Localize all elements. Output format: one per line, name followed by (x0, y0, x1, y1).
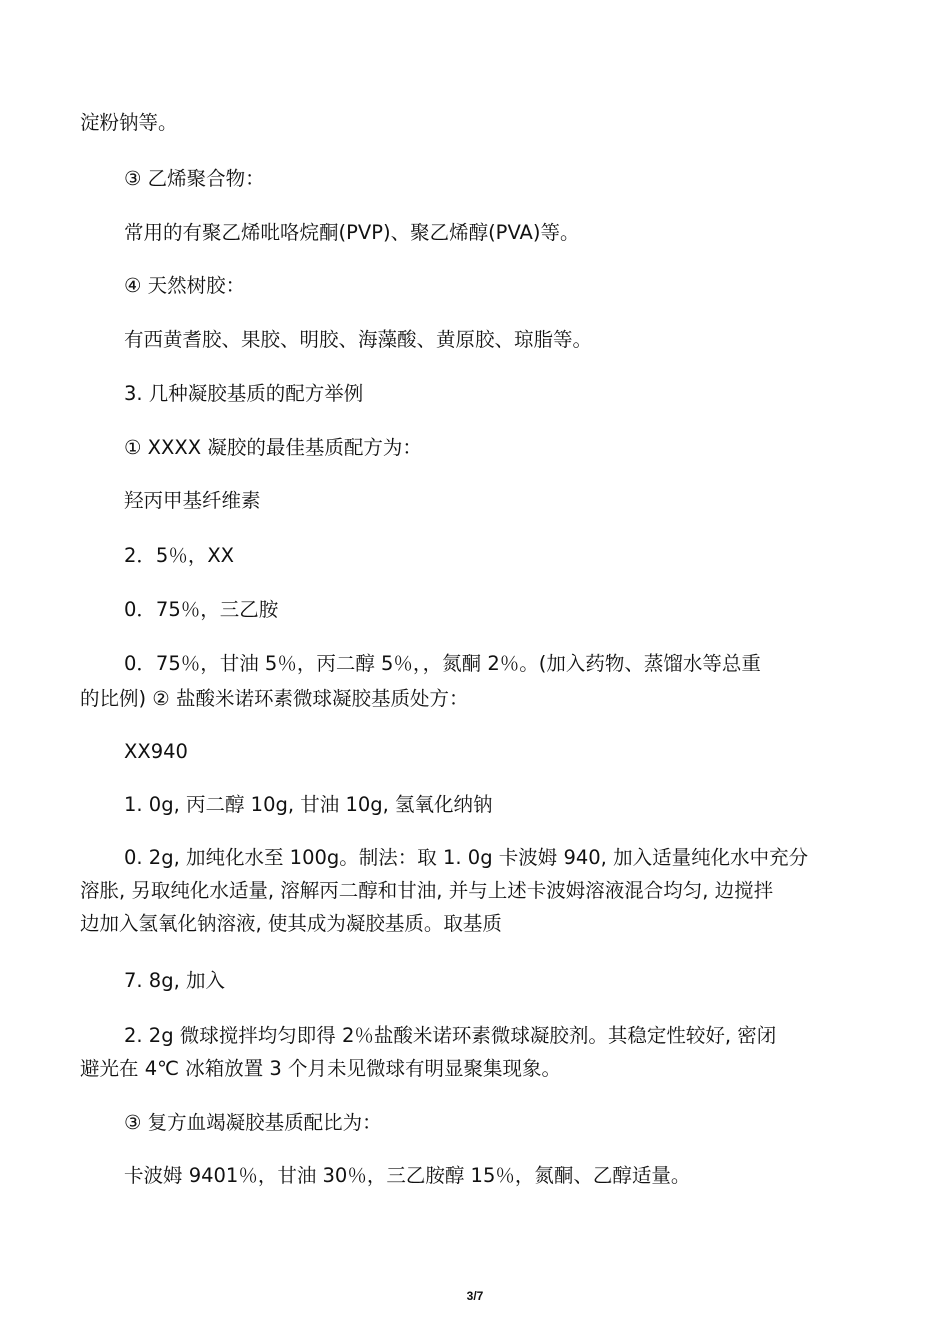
text-line: 的比例) ② 盐酸米诺环素微球凝胶基质处方： (80, 687, 469, 710)
text-line: 避光在 4℃ 冰箱放置 3 个月未见微球有明显聚集现象。 (80, 1057, 562, 1080)
text-line: XX940 (124, 740, 188, 763)
text-line: ④ 天然树胶： (124, 274, 246, 297)
text-line: 0．75％，三乙胺 (124, 598, 279, 621)
text-line: 羟丙甲基纤维素 (124, 489, 261, 512)
text-line: 7. 8g, 加入 (124, 969, 225, 992)
text-line: 淀粉钠等。 (80, 111, 178, 134)
text-line: 2．5％，XX (124, 544, 235, 567)
text-line: 0．75％，甘油 5％，丙二醇 5％，，氮酮 2％。(加入药物、蒸馏水等总重 (124, 652, 761, 675)
section-heading: 3. 几种凝胶基质的配方举例 (124, 382, 364, 405)
text-line: 常用的有聚乙烯吡咯烷酮(PVP)、聚乙烯醇(PVA)等。 (124, 221, 580, 244)
text-line: 有西黄耆胶、果胶、明胶、海藻酸、黄原胶、琼脂等。 (124, 328, 593, 351)
text-line: 2. 2g 微球搅拌均匀即得 2％盐酸米诺环素微球凝胶剂。其稳定性较好, 密闭 (124, 1024, 777, 1047)
text-line: ③ 复方血竭凝胶基质配比为： (124, 1111, 382, 1134)
page-number: 3/7 (466, 1289, 484, 1303)
text-line: 1. 0g, 丙二醇 10g, 甘油 10g, 氢氧化纳钠 (124, 793, 493, 816)
text-line: 边加入氢氧化钠溶液, 使其成为凝胶基质。取基质 (80, 912, 502, 935)
text-line: 卡波姆 9401％，甘油 30％，三乙胺醇 15％，氮酮、乙醇适量。 (124, 1164, 691, 1187)
text-line: ① XXXX 凝胶的最佳基质配方为： (124, 436, 422, 459)
text-line: ③ 乙烯聚合物： (124, 167, 265, 190)
text-line: 溶胀, 另取纯化水适量, 溶解丙二醇和甘油, 并与上述卡波姆溶液混合均匀, 边搅拌 (80, 879, 774, 902)
text-line: 0. 2g, 加纯化水至 100g。制法：取 1. 0g 卡波姆 940, 加入适量纯化水中充分 (124, 846, 809, 869)
